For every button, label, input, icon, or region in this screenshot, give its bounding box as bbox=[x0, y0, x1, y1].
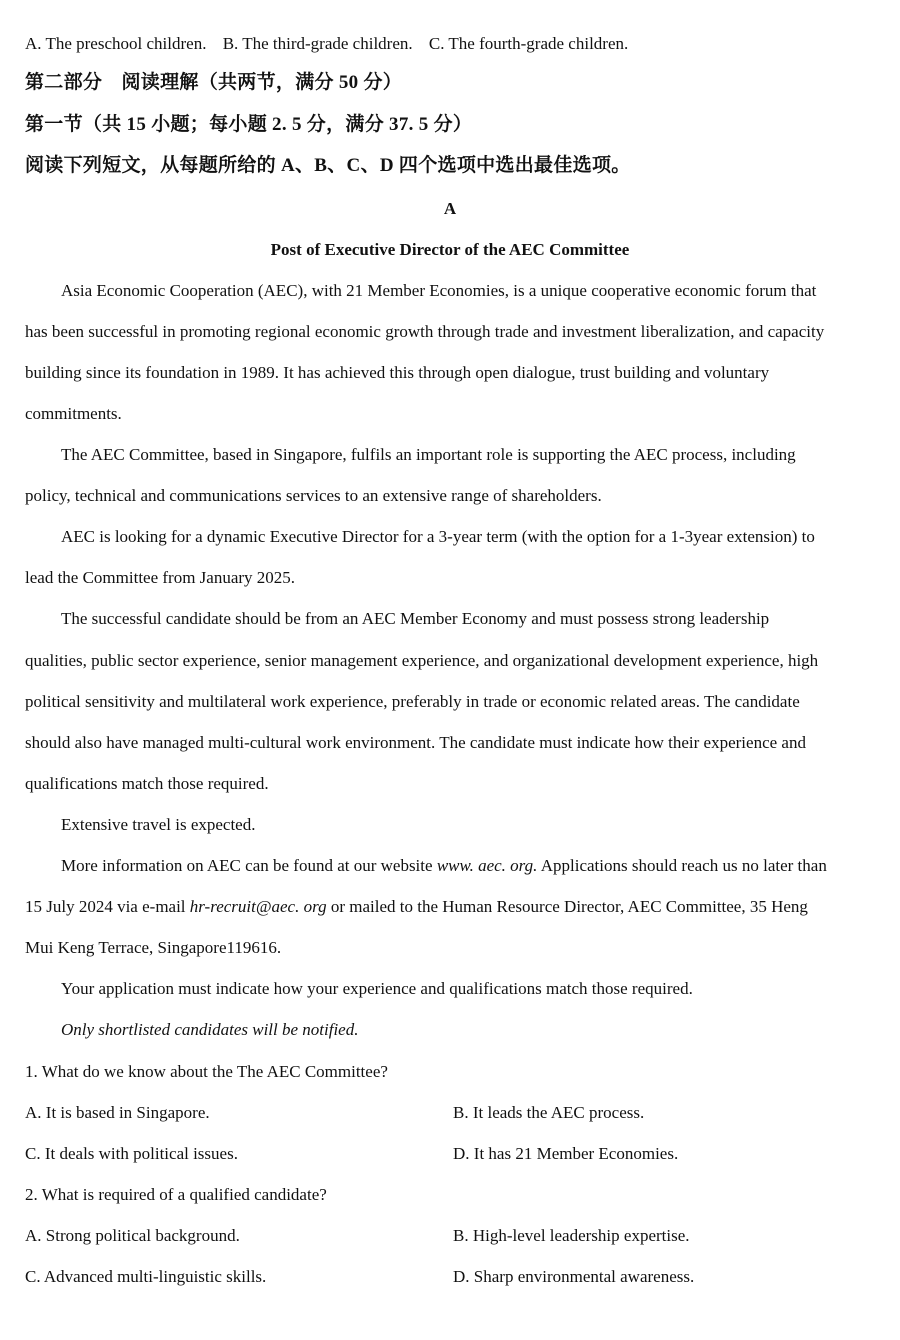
email-text: 15 July 2024 via e-mail bbox=[25, 897, 190, 916]
question-option: A. Strong political background. bbox=[25, 1226, 240, 1245]
passage-line: should also have managed multi-cultural work environment. The candidate must indicate how their experience and bbox=[25, 733, 806, 752]
question-option: B. It leads the AEC process. bbox=[453, 1103, 645, 1122]
question-option: A. It is based in Singapore. bbox=[25, 1103, 210, 1122]
prev-option-c: C. The fourth-grade children. bbox=[428, 34, 629, 53]
passage-line: qualities, public sector experience, senior management experience, and organizational development experience, high bbox=[25, 651, 819, 670]
passage-line: lead the Committee from January 2025. bbox=[25, 568, 296, 587]
passage-line: building since its foundation in 1989. It has achieved this through open dialogue, trust building and voluntary bbox=[25, 363, 770, 382]
passage-line: commitments. bbox=[25, 404, 122, 423]
question-option: D. Sharp environmental awareness. bbox=[453, 1267, 695, 1286]
passage-line: qualifications match those required. bbox=[25, 774, 269, 793]
passage-info-line bbox=[61, 855, 827, 877]
question-stem: 1. What do we know about the The AEC Committee? bbox=[25, 1062, 388, 1081]
question-option: B. High-level leadership expertise. bbox=[453, 1226, 690, 1245]
info-text: More information on AEC can be found at our website bbox=[61, 856, 437, 875]
passage-letter: A bbox=[443, 199, 457, 218]
passage-line: Asia Economic Cooperation (AEC), with 21 Member Economies, is a unique cooperative economic forum that bbox=[61, 281, 817, 300]
prev-option-b: B. The third-grade children. bbox=[222, 34, 413, 53]
prev-option-a: A. The preschool children. bbox=[25, 34, 207, 53]
question-option: D. It has 21 Member Economies. bbox=[453, 1144, 679, 1163]
note-text: Only shortlisted candidates will be notified. bbox=[61, 1020, 359, 1039]
passage-line: AEC is looking for a dynamic Executive Director for a 3-year term (with the option for a 1-3year extension) to bbox=[61, 527, 815, 546]
question-stem: 2. What is required of a qualified candidate? bbox=[25, 1185, 327, 1204]
website-link[interactable]: www. aec. org. bbox=[436, 856, 538, 875]
section-part-heading: 第二部分 阅读理解（共两节，满分 50 分） bbox=[25, 72, 403, 93]
question-option: C. It deals with political issues. bbox=[25, 1144, 238, 1163]
passage-line: The AEC Committee, based in Singapore, fulfils an important role is supporting the AEC process, including bbox=[61, 445, 796, 464]
email-link[interactable]: hr-recruit@aec. org bbox=[189, 897, 327, 916]
section-sub-heading: 第一节（共 15 小题；每小题 2. 5 分，满分 37. 5 分） bbox=[25, 114, 473, 135]
info-text: Applications should reach us no later than bbox=[537, 856, 827, 875]
question-option: C. Advanced multi-linguistic skills. bbox=[25, 1267, 267, 1286]
prev-question-options bbox=[25, 33, 628, 55]
passage-title: Post of Executive Director of the AEC Committee bbox=[270, 240, 630, 259]
passage-address-line: Mui Keng Terrace, Singapore119616. bbox=[25, 938, 282, 957]
passage-line: Extensive travel is expected. bbox=[61, 815, 256, 834]
email-text: or mailed to the Human Resource Director, AEC Committee, 35 Heng bbox=[326, 897, 808, 916]
passage-requirement: Your application must indicate how your experience and qualifications match those required. bbox=[61, 979, 693, 998]
section-instruction: 阅读下列短文，从每题所给的 A、B、C、D 四个选项中选出最佳选项。 bbox=[25, 155, 631, 176]
passage-line: The successful candidate should be from an AEC Member Economy and must possess strong leadership bbox=[61, 609, 770, 628]
passage-line: political sensitivity and multilateral work experience, preferably in trade or economic related areas. The candidate bbox=[25, 692, 800, 711]
passage-line: has been successful in promoting regional economic growth through trade and investment liberalization, and capacity bbox=[25, 322, 825, 341]
passage-note bbox=[61, 1019, 358, 1041]
passage-line: policy, technical and communications services to an extensive range of shareholders. bbox=[25, 486, 602, 505]
passage-email-line bbox=[25, 896, 808, 918]
